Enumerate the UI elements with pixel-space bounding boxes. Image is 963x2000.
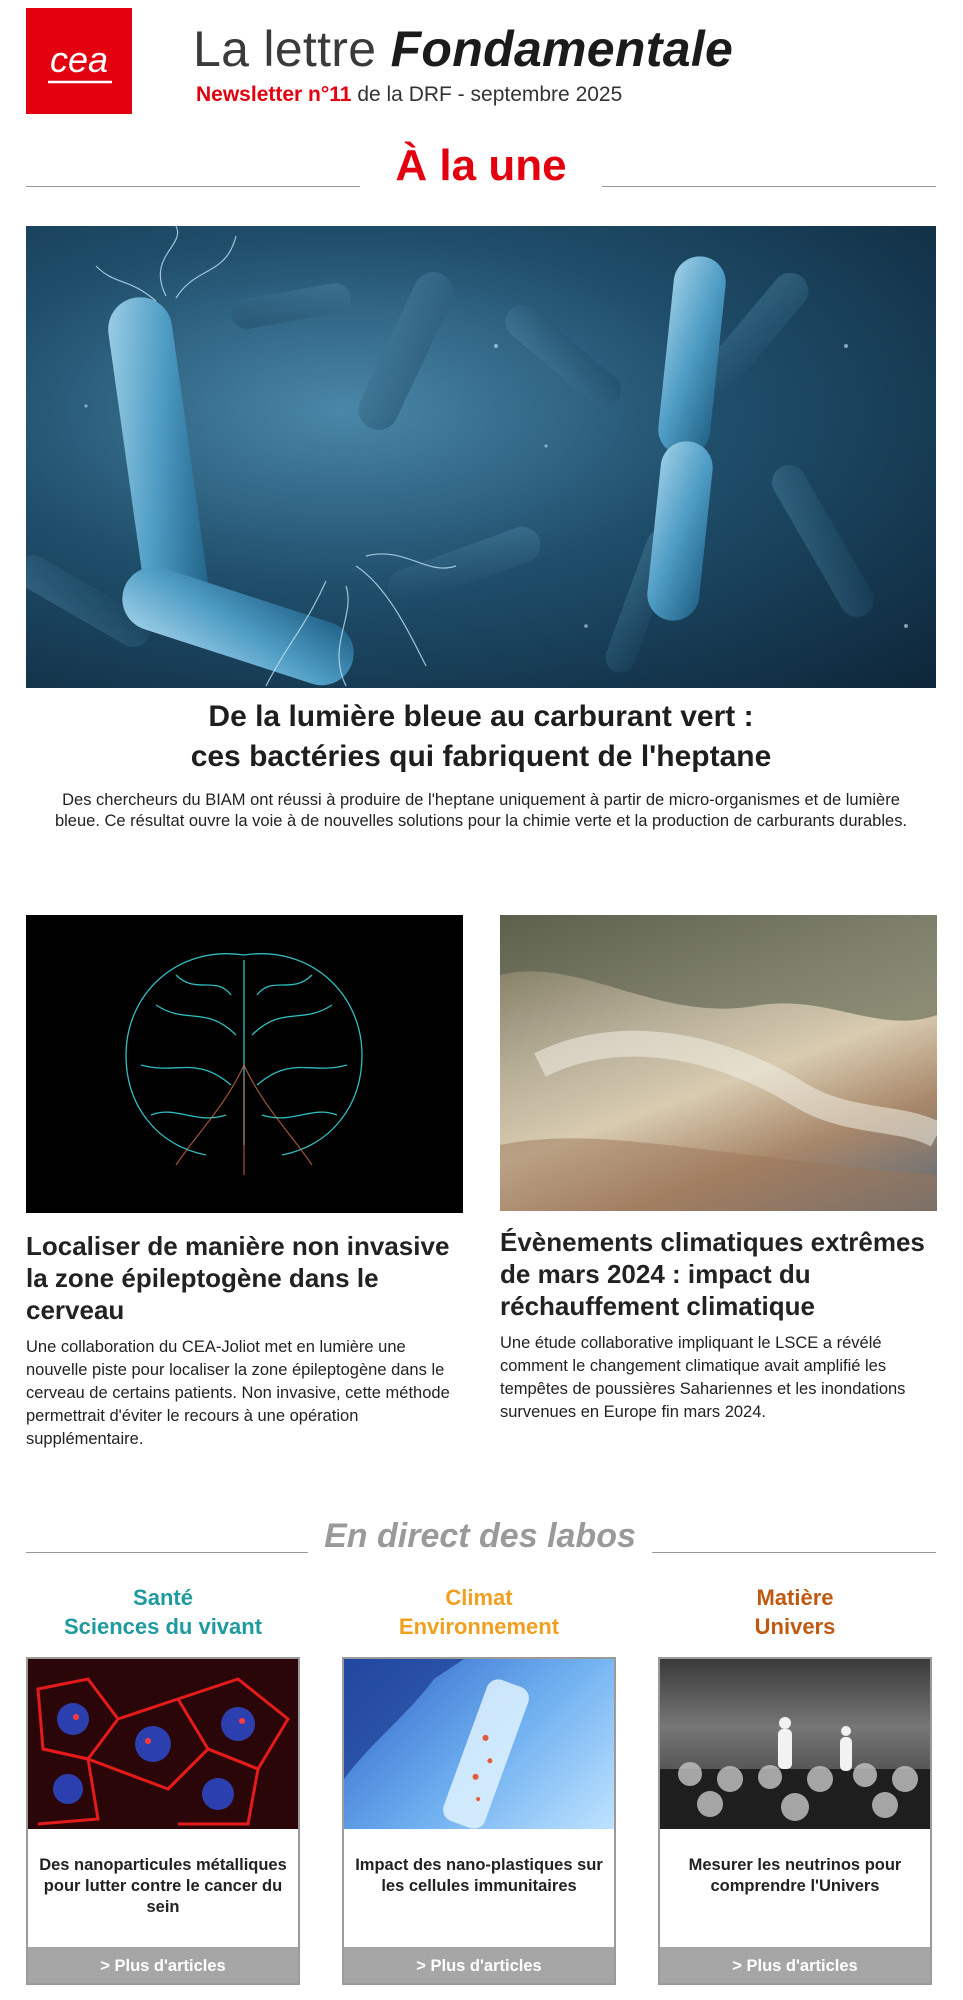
lab-category-matter	[658, 1583, 932, 1641]
hero-title[interactable]	[26, 697, 936, 777]
brand-prefix: La lettre	[193, 21, 377, 77]
cells-microscopy-illustration	[28, 1659, 298, 1829]
more-articles-matter-button[interactable]: > Plus d'articles	[660, 1947, 930, 1985]
section-title-labs: En direct des labos	[324, 1517, 636, 1555]
lab-text-matter: Mesurer les neutrinos pour comprendre l'Univers	[688, 1856, 902, 1895]
newsletter-brand	[193, 16, 733, 82]
article-desc-climate: Une étude collaborative impliquant le LSCE a révélé comment le changement climatique avait amplifié les tempêtes de poussières Sahariennes et les inondations survenues en Europe fin mars 2024.	[500, 1334, 906, 1421]
issue-date: de la DRF - septembre 2025	[351, 83, 623, 106]
lab-category-climate-line1: Climat	[445, 1585, 513, 1610]
article-image-brain[interactable]	[26, 915, 463, 1213]
issue-number: Newsletter n°11	[196, 83, 352, 106]
brand-name: Fondamentale	[390, 21, 734, 77]
lab-image-neutrino-detector	[660, 1659, 930, 1829]
lab-card-matter[interactable]	[658, 1657, 932, 1985]
divider-left	[26, 186, 360, 187]
hero-image-bacteria[interactable]	[26, 226, 936, 688]
lab-image-cells	[28, 1659, 298, 1829]
labs-divider-right	[652, 1552, 936, 1553]
newsletter-issue	[196, 82, 622, 108]
logo-text: cea	[49, 39, 109, 80]
article-image-satellite[interactable]	[500, 915, 937, 1211]
lab-category-climate-line2: Environnement	[398, 1614, 560, 1639]
lab-card-climate[interactable]	[342, 1657, 616, 1985]
lab-category-health	[26, 1583, 300, 1641]
article-title-epilepsy[interactable]: Localiser de manière non invasive la zone épileptogène dans le cerveau	[26, 1231, 450, 1325]
section-title-headline: À la une	[395, 141, 567, 190]
lab-text-health: Des nanoparticules métalliques pour lutter contre le cancer du sein	[39, 1856, 287, 1916]
satellite-dust-illustration	[500, 915, 937, 1211]
more-articles-health-button[interactable]: > Plus d'articles	[28, 1947, 298, 1985]
lab-category-matter-line1: Matière	[756, 1585, 834, 1610]
article-desc-epilepsy: Une collaboration du CEA-Joliot met en lumière une nouvelle piste pour localiser la zone épileptogène dans le cerveau de certains patients. Non invasive, cette méthode permettrait d'éviter le recours à une opération supplémentaire.	[26, 1338, 450, 1448]
hero-description: Des chercheurs du BIAM ont réussi à produire de l'heptane uniquement à partir de micro-organismes et de lumière bleue. Ce résultat ouvre la voie à de nouvelles solutions pour la chimie verte et la production de carburants durables.	[54, 791, 908, 830]
hero-title-line2: ces bactéries qui fabriquent de l'heptane	[190, 740, 772, 773]
lab-category-health-line1: Santé	[133, 1585, 193, 1610]
lab-category-health-line2: Sciences du vivant	[63, 1614, 263, 1639]
lab-text-climate: Impact des nano-plastiques sur les cellules immunitaires	[355, 1856, 603, 1895]
lab-category-matter-line2: Univers	[754, 1614, 836, 1639]
more-articles-climate-button[interactable]: > Plus d'articles	[344, 1947, 614, 1985]
brain-network-illustration	[26, 915, 463, 1213]
lab-image-vial	[344, 1659, 614, 1829]
cea-logo-mark	[26, 8, 132, 114]
divider-right	[602, 186, 936, 187]
article-title-climate[interactable]: Évènements climatiques extrêmes de mars 2024 : impact du réchauffement climatique	[500, 1227, 925, 1321]
cea-logo[interactable]	[26, 8, 132, 114]
hero-title-line1: De la lumière bleue au carburant vert :	[208, 700, 754, 733]
vial-illustration	[344, 1659, 614, 1829]
lab-card-health[interactable]	[26, 1657, 300, 1985]
lab-category-climate	[342, 1583, 616, 1641]
bacteria-illustration	[26, 226, 936, 688]
detector-hall-illustration	[660, 1659, 930, 1829]
labs-divider-left	[26, 1552, 308, 1553]
